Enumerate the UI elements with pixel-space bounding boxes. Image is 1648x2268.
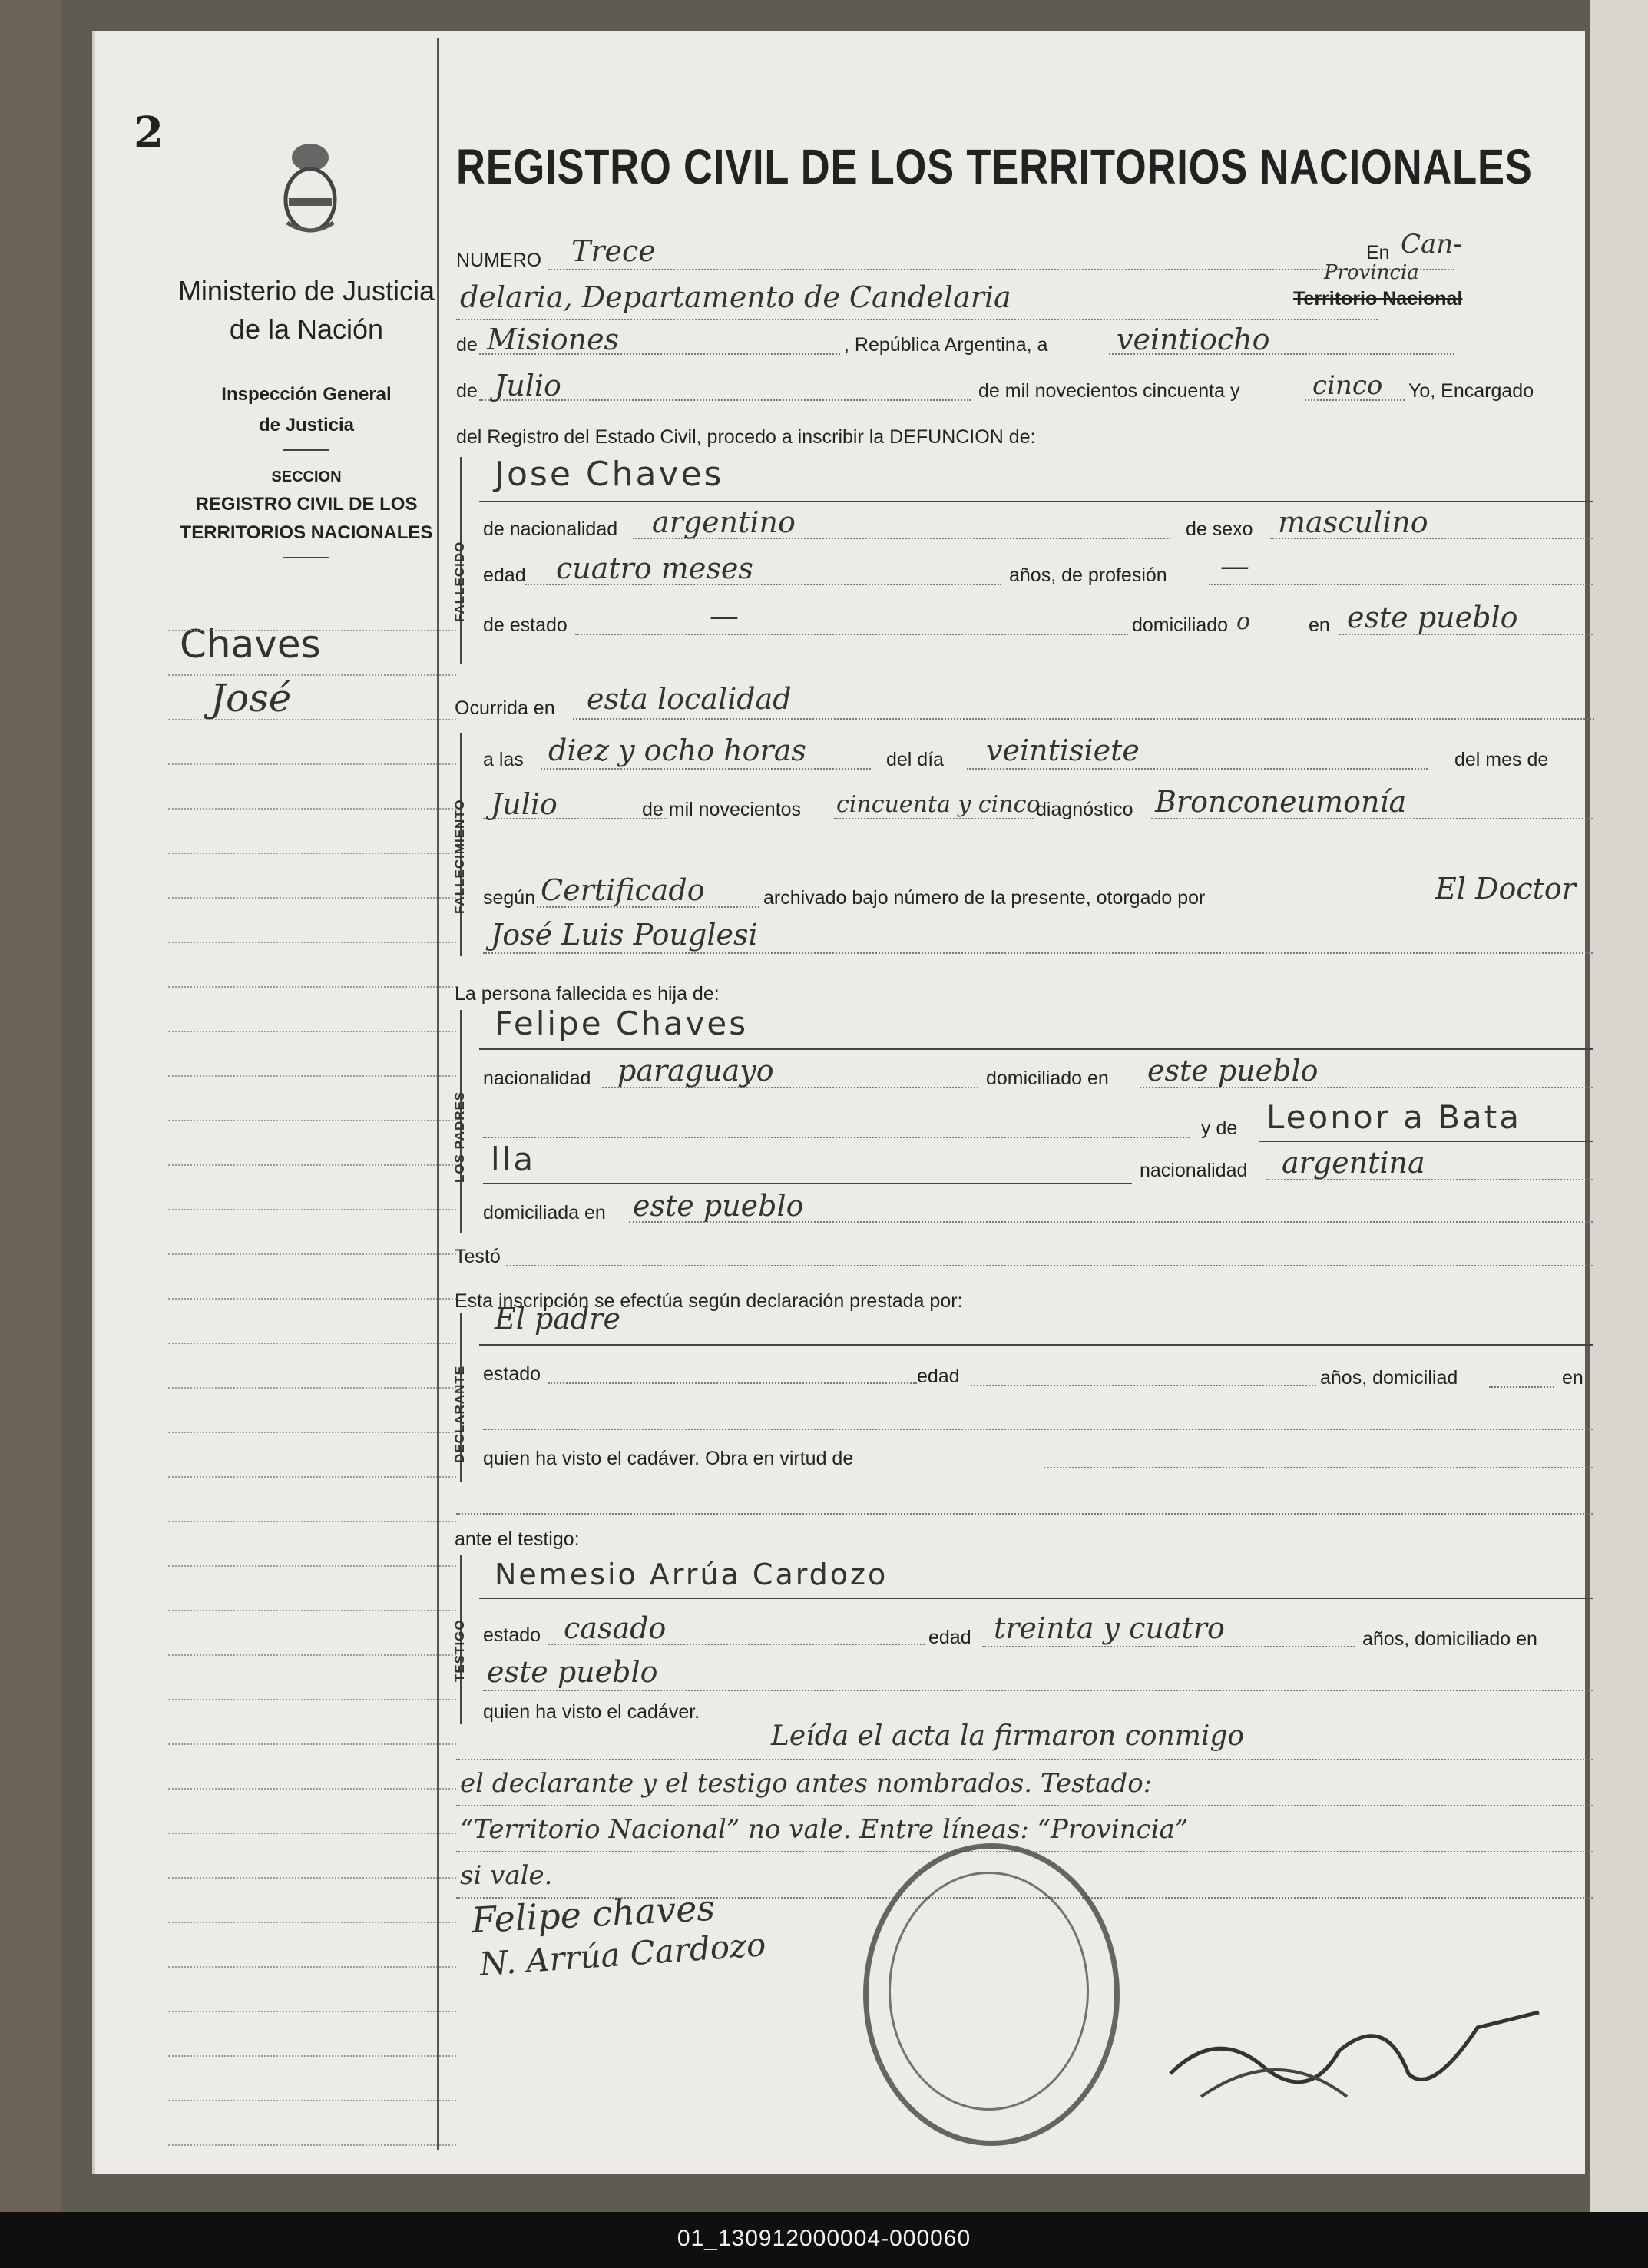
- margin-ruled-line: [168, 986, 456, 988]
- fallecido-estado-value: —: [710, 599, 739, 633]
- madre-domiciliada-label: domiciliada en: [483, 1202, 606, 1223]
- dia-value: veintisiete: [986, 733, 1140, 767]
- register-page: [92, 31, 1585, 2174]
- fallecido-edad-value: cuatro meses: [556, 551, 753, 585]
- ocurrida-line: [573, 718, 1594, 720]
- localidad-line: [456, 319, 1378, 320]
- closing-text-4: si vale.: [460, 1860, 553, 1891]
- margin-ruled-line: [168, 853, 456, 854]
- testigo-name-line: [479, 1598, 1593, 1599]
- margin-ruled-line: [168, 763, 456, 765]
- declarante-side-label: DECLARANTE: [452, 1365, 467, 1463]
- inspection-line-2: de Justicia: [258, 415, 355, 435]
- margin-ruled-line: [168, 1610, 456, 1611]
- declarante-en-label: en: [1562, 1367, 1583, 1389]
- section-line-2: REGISTRO CIVIL DE LOS: [195, 494, 418, 515]
- otorgado-value: El Doctor: [1435, 872, 1576, 906]
- margin-ruled-line: [168, 1031, 456, 1032]
- official-signature: [1155, 1982, 1585, 2120]
- declarante-blank-line-2: [456, 1513, 1593, 1515]
- margin-ruled-line: [168, 1476, 456, 1478]
- declarante-edad-line: [971, 1385, 1316, 1386]
- testigo-cadaver-text: quien ha visto el cadáver.: [483, 1701, 700, 1723]
- fallecido-edad-label: edad: [483, 565, 526, 586]
- a-las-label: a las: [483, 749, 524, 770]
- ministry-line-1: Ministerio de Justicia: [177, 275, 435, 306]
- declarante-cadaver-text: quien ha visto el cadáver. Obra en virtud de: [483, 1448, 854, 1469]
- declarante-name-line: [479, 1344, 1593, 1346]
- page-number: 2: [134, 108, 164, 158]
- declarante-name: El padre: [495, 1302, 620, 1336]
- localidad-value: delaria, Departamento de Candelaria: [460, 280, 1011, 314]
- margin-ruled-line: [168, 1877, 456, 1879]
- archivado-text: archivado bajo número de la presente, otorgado por: [763, 887, 1206, 909]
- padres-intro: La persona fallecida es hija de:: [455, 983, 720, 1005]
- fallecido-anos-label: años, de profesión: [1009, 565, 1167, 586]
- margin-ruled-line: [168, 674, 456, 676]
- numero-line: [548, 269, 1454, 270]
- en-value: Can-: [1401, 229, 1462, 260]
- book-binding: [0, 0, 61, 2212]
- margin-ruled-line: [168, 1922, 456, 1923]
- madre-name: Leonor a Bata: [1266, 1098, 1521, 1136]
- fallecido-estado-label: de estado: [483, 614, 568, 636]
- madre-name-line: [1259, 1141, 1593, 1142]
- diagnostico-value: Bronconeumonía: [1155, 785, 1407, 819]
- testo-label: Testó: [455, 1246, 501, 1267]
- document-id-footer: [0, 2212, 1648, 2268]
- testigo-intro: ante el testigo:: [455, 1528, 580, 1550]
- margin-ruled-line: [168, 1120, 456, 1121]
- margin-ruled-line: [168, 2100, 456, 2101]
- margin-ruled-line: [168, 1253, 456, 1255]
- registry-seal-stamp: [863, 1843, 1120, 2146]
- numero-label: NUMERO: [456, 250, 542, 271]
- declarante-edad-label: edad: [917, 1366, 960, 1387]
- del-mes-label: del mes de: [1454, 749, 1549, 770]
- del-dia-label: del día: [886, 749, 945, 770]
- anio-line: [834, 818, 1034, 819]
- margin-ruled-line: [168, 1788, 456, 1790]
- fallecido-sexo-value: masculino: [1278, 505, 1428, 539]
- section-line-3: TERRITORIOS NACIONALES: [180, 522, 433, 543]
- closing-text-2: el declarante y el testigo antes nombrados. Testado:: [460, 1768, 1153, 1799]
- testigo-estado-value: casado: [564, 1611, 667, 1645]
- anio-value: cincuenta y cinco: [836, 791, 1041, 818]
- fallecido-profesion-value: —: [1220, 549, 1249, 583]
- margin-ruled-line: [168, 1654, 456, 1656]
- fallecido-estado-line: [575, 634, 1128, 635]
- de-label: de: [456, 334, 478, 356]
- diagnostico-label: diagnóstico: [1036, 799, 1133, 820]
- numero-value: Trece: [571, 234, 656, 268]
- signature-witness: N. Arrúa Cardozo: [478, 1925, 767, 1983]
- margin-ruled-line: [168, 1565, 456, 1567]
- margin-ruled-line: [168, 1209, 456, 1210]
- fallecimiento-side-label: FALLECIMIENTO: [452, 799, 467, 914]
- margin-ruled-line: [168, 897, 456, 899]
- margin-ruled-line: [168, 1387, 456, 1389]
- margin-ruled-line: [168, 1966, 456, 1968]
- testo-line: [506, 1265, 1593, 1266]
- signature-father: Felipe chaves: [470, 1886, 716, 1942]
- margin-ruled-line: [168, 1298, 456, 1300]
- madre-domicilio: este pueblo: [633, 1189, 804, 1223]
- encargado-text: Yo, Encargado: [1408, 380, 1534, 402]
- sidebar-divider: [283, 449, 329, 451]
- margin-ruled-line: [168, 1699, 456, 1700]
- fallecido-domicilio-suffix: o: [1236, 608, 1251, 635]
- closing-line-2: [456, 1805, 1593, 1806]
- document-id: 01_130912000004-000060: [677, 2226, 971, 2251]
- provincia-insert: Provincia: [1324, 261, 1419, 284]
- doctor-name: José Luis Pouglesi: [491, 918, 758, 952]
- margin-ruled-line: [168, 1743, 456, 1745]
- closing-text-1: Leída el acta la firmaron conmigo: [771, 1720, 1245, 1752]
- doctor-line: [483, 952, 1593, 954]
- declarante-blank-line: [483, 1429, 1593, 1430]
- fallecido-nacionalidad-label: de nacionalidad: [483, 518, 618, 540]
- sidebar-divider-2: [283, 557, 329, 558]
- margin-ruled-line: [168, 2055, 456, 2057]
- testigo-name: Nemesio Arrúa Cardozo: [495, 1558, 889, 1591]
- padre-domicilio: este pueblo: [1147, 1054, 1319, 1088]
- declarante-virtud-line: [1044, 1467, 1593, 1468]
- anio-label: de mil novecientos: [642, 799, 802, 820]
- margin-ruled-line: [168, 1343, 456, 1344]
- fallecido-nacionalidad-value: argentino: [652, 505, 796, 539]
- testigo-edad-label: edad: [928, 1627, 971, 1648]
- day-value: veintiocho: [1117, 323, 1270, 356]
- testigo-edad-line: [982, 1646, 1355, 1647]
- coat-of-arms-icon: [272, 138, 349, 238]
- margin-ruled-line: [168, 1164, 456, 1166]
- margin-ruled-line: [168, 2144, 456, 2146]
- margin-ruled-line: [168, 942, 456, 943]
- madre-nacionalidad-label: nacionalidad: [1140, 1160, 1248, 1181]
- margin-ruled-line: [168, 1833, 456, 1834]
- ocurrida-value: esta localidad: [587, 682, 792, 716]
- testigo-estado-label: estado: [483, 1624, 541, 1646]
- padre-nacionalidad: paraguayo: [617, 1054, 774, 1088]
- margin-ruled-line: [168, 1521, 456, 1522]
- margin-ruled-line: [168, 1432, 456, 1433]
- registro-text: del Registro del Estado Civil, procedo a inscribir la DEFUNCION de:: [456, 426, 1036, 448]
- fallecido-domiciliado-label: domiciliado: [1132, 614, 1229, 636]
- section-line-1: SECCION: [271, 468, 342, 485]
- madre-name-cont: lla: [491, 1141, 536, 1178]
- page-title: REGISTRO CIVIL DE LOS TERRITORIOS NACIONALES: [456, 139, 1533, 194]
- declarante-domicilio-line: [1489, 1386, 1554, 1388]
- testigo-side-label: TESTIGO: [452, 1619, 467, 1682]
- fallecido-en-label: en: [1309, 614, 1330, 636]
- padre-domiciliado-label: domiciliado en: [986, 1068, 1109, 1089]
- testigo-anos-label: años, domiciliado en: [1362, 1628, 1537, 1650]
- fallecido-profesion-line: [1209, 584, 1593, 585]
- y-de-label: y de: [1201, 1117, 1238, 1139]
- declarante-intro: Esta inscripción se efectúa según declaración prestada por:: [455, 1290, 963, 1312]
- closing-line-1: [456, 1759, 1593, 1760]
- territorio-struck: Territorio Nacional: [1293, 288, 1463, 310]
- en-label: En: [1366, 242, 1390, 263]
- segun-value: Certificado: [541, 873, 705, 907]
- republica-label: , República Argentina, a: [844, 334, 1048, 356]
- madre-name-cont-line: [483, 1183, 1132, 1184]
- testigo-domicilio-line: [483, 1690, 1593, 1691]
- hora-line: [541, 768, 871, 770]
- dia-line: [967, 768, 1428, 770]
- segun-label: según: [483, 887, 536, 909]
- year-text: de mil novecientos cincuenta y: [978, 380, 1240, 402]
- margin-annotation-surname: Chaves: [180, 622, 321, 667]
- year-value: cinco: [1312, 370, 1383, 401]
- margin-ruled-line: [168, 808, 456, 810]
- month-value: Julio: [495, 369, 561, 402]
- inspection-line-1: Inspección General: [221, 384, 392, 405]
- facing-page-edge: [1590, 0, 1648, 2212]
- closing-text-3: “Territorio Nacional” no vale. Entre líneas: “Provincia”: [460, 1814, 1189, 1845]
- testigo-edad-value: treinta y cuatro: [994, 1611, 1225, 1645]
- declarante-estado-label: estado: [483, 1363, 541, 1385]
- fallecido-side-label: FALLECIDO: [452, 541, 467, 622]
- margin-ruled-line: [168, 719, 456, 720]
- margin-annotation-given-name: José: [210, 676, 292, 720]
- padre-name: Felipe Chaves: [495, 1005, 749, 1042]
- de2-label: de: [456, 380, 478, 402]
- margin-ruled-line: [168, 1075, 456, 1077]
- fallecido-name-line: [479, 501, 1593, 502]
- padre-nacionalidad-label: nacionalidad: [483, 1068, 591, 1089]
- column-rule: [437, 38, 439, 2150]
- fallecido-domicilio-value: este pueblo: [1347, 601, 1518, 634]
- fallecido-sexo-label: de sexo: [1186, 518, 1253, 540]
- margin-ruled-line: [168, 2011, 456, 2012]
- ocurrida-label: Ocurrida en: [455, 697, 555, 719]
- padres-side-label: LOS PADRES: [452, 1091, 467, 1183]
- mes-value: Julio: [491, 787, 558, 821]
- testigo-domicilio: este pueblo: [487, 1655, 658, 1689]
- margin-ruled-line: [168, 630, 456, 631]
- madre-nacionalidad: argentina: [1282, 1146, 1425, 1180]
- padre-name-line: [479, 1048, 1593, 1050]
- fallecido-name: Jose Chaves: [495, 455, 724, 494]
- ministry-line-2: de la Nación: [229, 313, 384, 345]
- y-de-dots: [483, 1137, 1190, 1138]
- declarante-estado-line: [548, 1382, 917, 1384]
- hora-value: diez y ocho horas: [548, 733, 806, 767]
- declarante-anos-label: años, domiciliad: [1320, 1367, 1458, 1389]
- provincia-value: Misiones: [487, 323, 620, 356]
